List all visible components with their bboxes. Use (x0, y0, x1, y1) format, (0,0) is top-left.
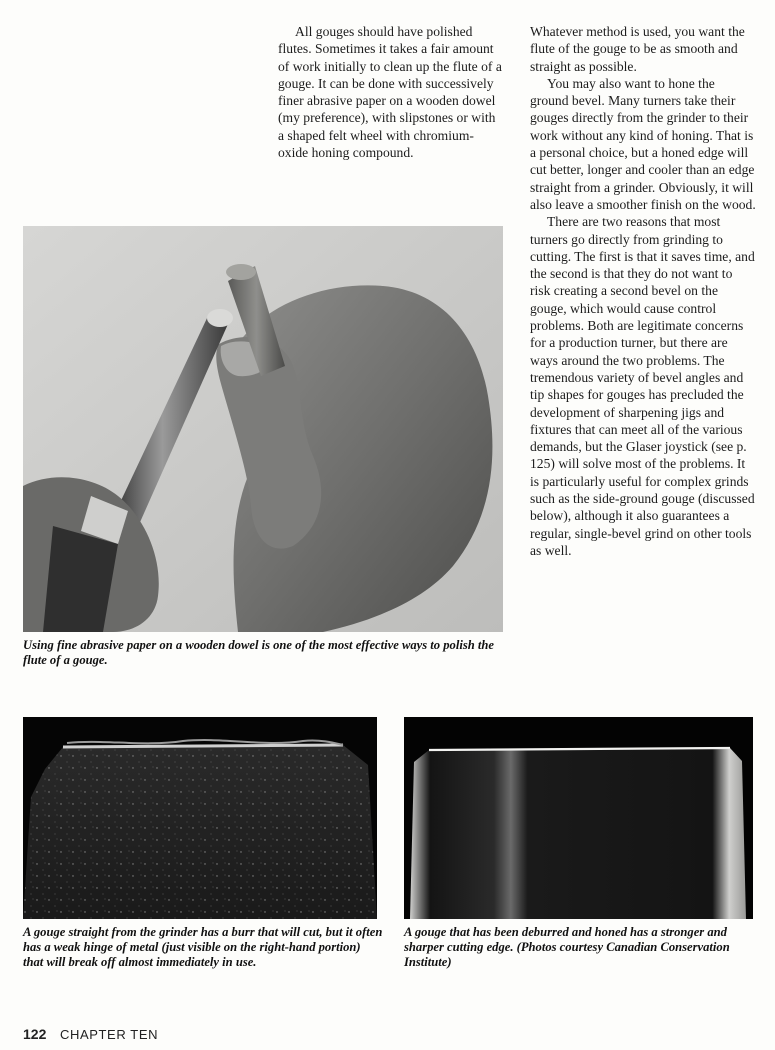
caption-burr-photo: A gouge straight from the grinder has a burr that will cut, but it often has a weak hinge of metal (just visible on the right-hand portion) that will break off almost immediately in use. (23, 925, 383, 970)
photo-hand-polishing-gouge (23, 226, 503, 632)
body-text-column-2 (530, 23, 756, 559)
paragraph: You may also want to hone the ground bevel. Many turners take their gouges directly from the grinder to their work without any kind of honing. That is a personal choice, but a honed edge will cut better, longer and cooler than an edge straight from a grinder. Obviously, it will also leave a smoother finish on the wood. (530, 75, 756, 212)
paragraph: Whatever method is used, you want the flute of the gouge to be as smooth and straight as possible. (530, 24, 745, 74)
page-footer (23, 1026, 158, 1042)
gouge-burr-illustration (23, 717, 377, 919)
photo-gouge-with-burr (23, 717, 377, 919)
chapter-label: CHAPTER TEN (59, 1027, 159, 1042)
hand-gouge-illustration (23, 226, 503, 632)
paragraph: There are two reasons that most turners go directly from grinding to cutting. The first is that it saves time, and the second is that they do not want to risk creating a second bevel on the gouge, which would cause control problems. Both are legitimate concerns for a production turner, but there are ways around the two problems. The tremendous variety of bevel angles and tip shapes for gouges has precluded the development of sharpening jigs and fixtures that can meet all of the various demands, but the Glaser joystick (see p. 125) will solve most of the problems. It is particularly useful for complex grinds such as the side-ground gouge (discussed below), although it also guarantees a regular, single-bevel grind on other tools as well. (530, 214, 755, 558)
page-number: 122 (23, 1026, 47, 1042)
paragraph: All gouges should have polished flutes. Sometimes it takes a fair amount of work initially to clean up the flute of a gouge. It can be done with successively finer abrasive paper on a wooden dowel (my preference), with slipstones or with a shaped felt wheel with chromium-oxide honing compound. (278, 24, 502, 161)
honed-gouge-illustration (404, 717, 753, 919)
caption-hand-photo: Using fine abrasive paper on a wooden dowel is one of the most effective ways to polish the flute of a gouge. (23, 638, 494, 668)
caption-honed-photo: A gouge that has been deburred and honed has a stronger and sharper cutting edge. (Photos courtesy Canadian Conservation Institute) (404, 925, 730, 970)
body-text-column-1 (278, 23, 504, 161)
photo-honed-gouge (404, 717, 753, 919)
